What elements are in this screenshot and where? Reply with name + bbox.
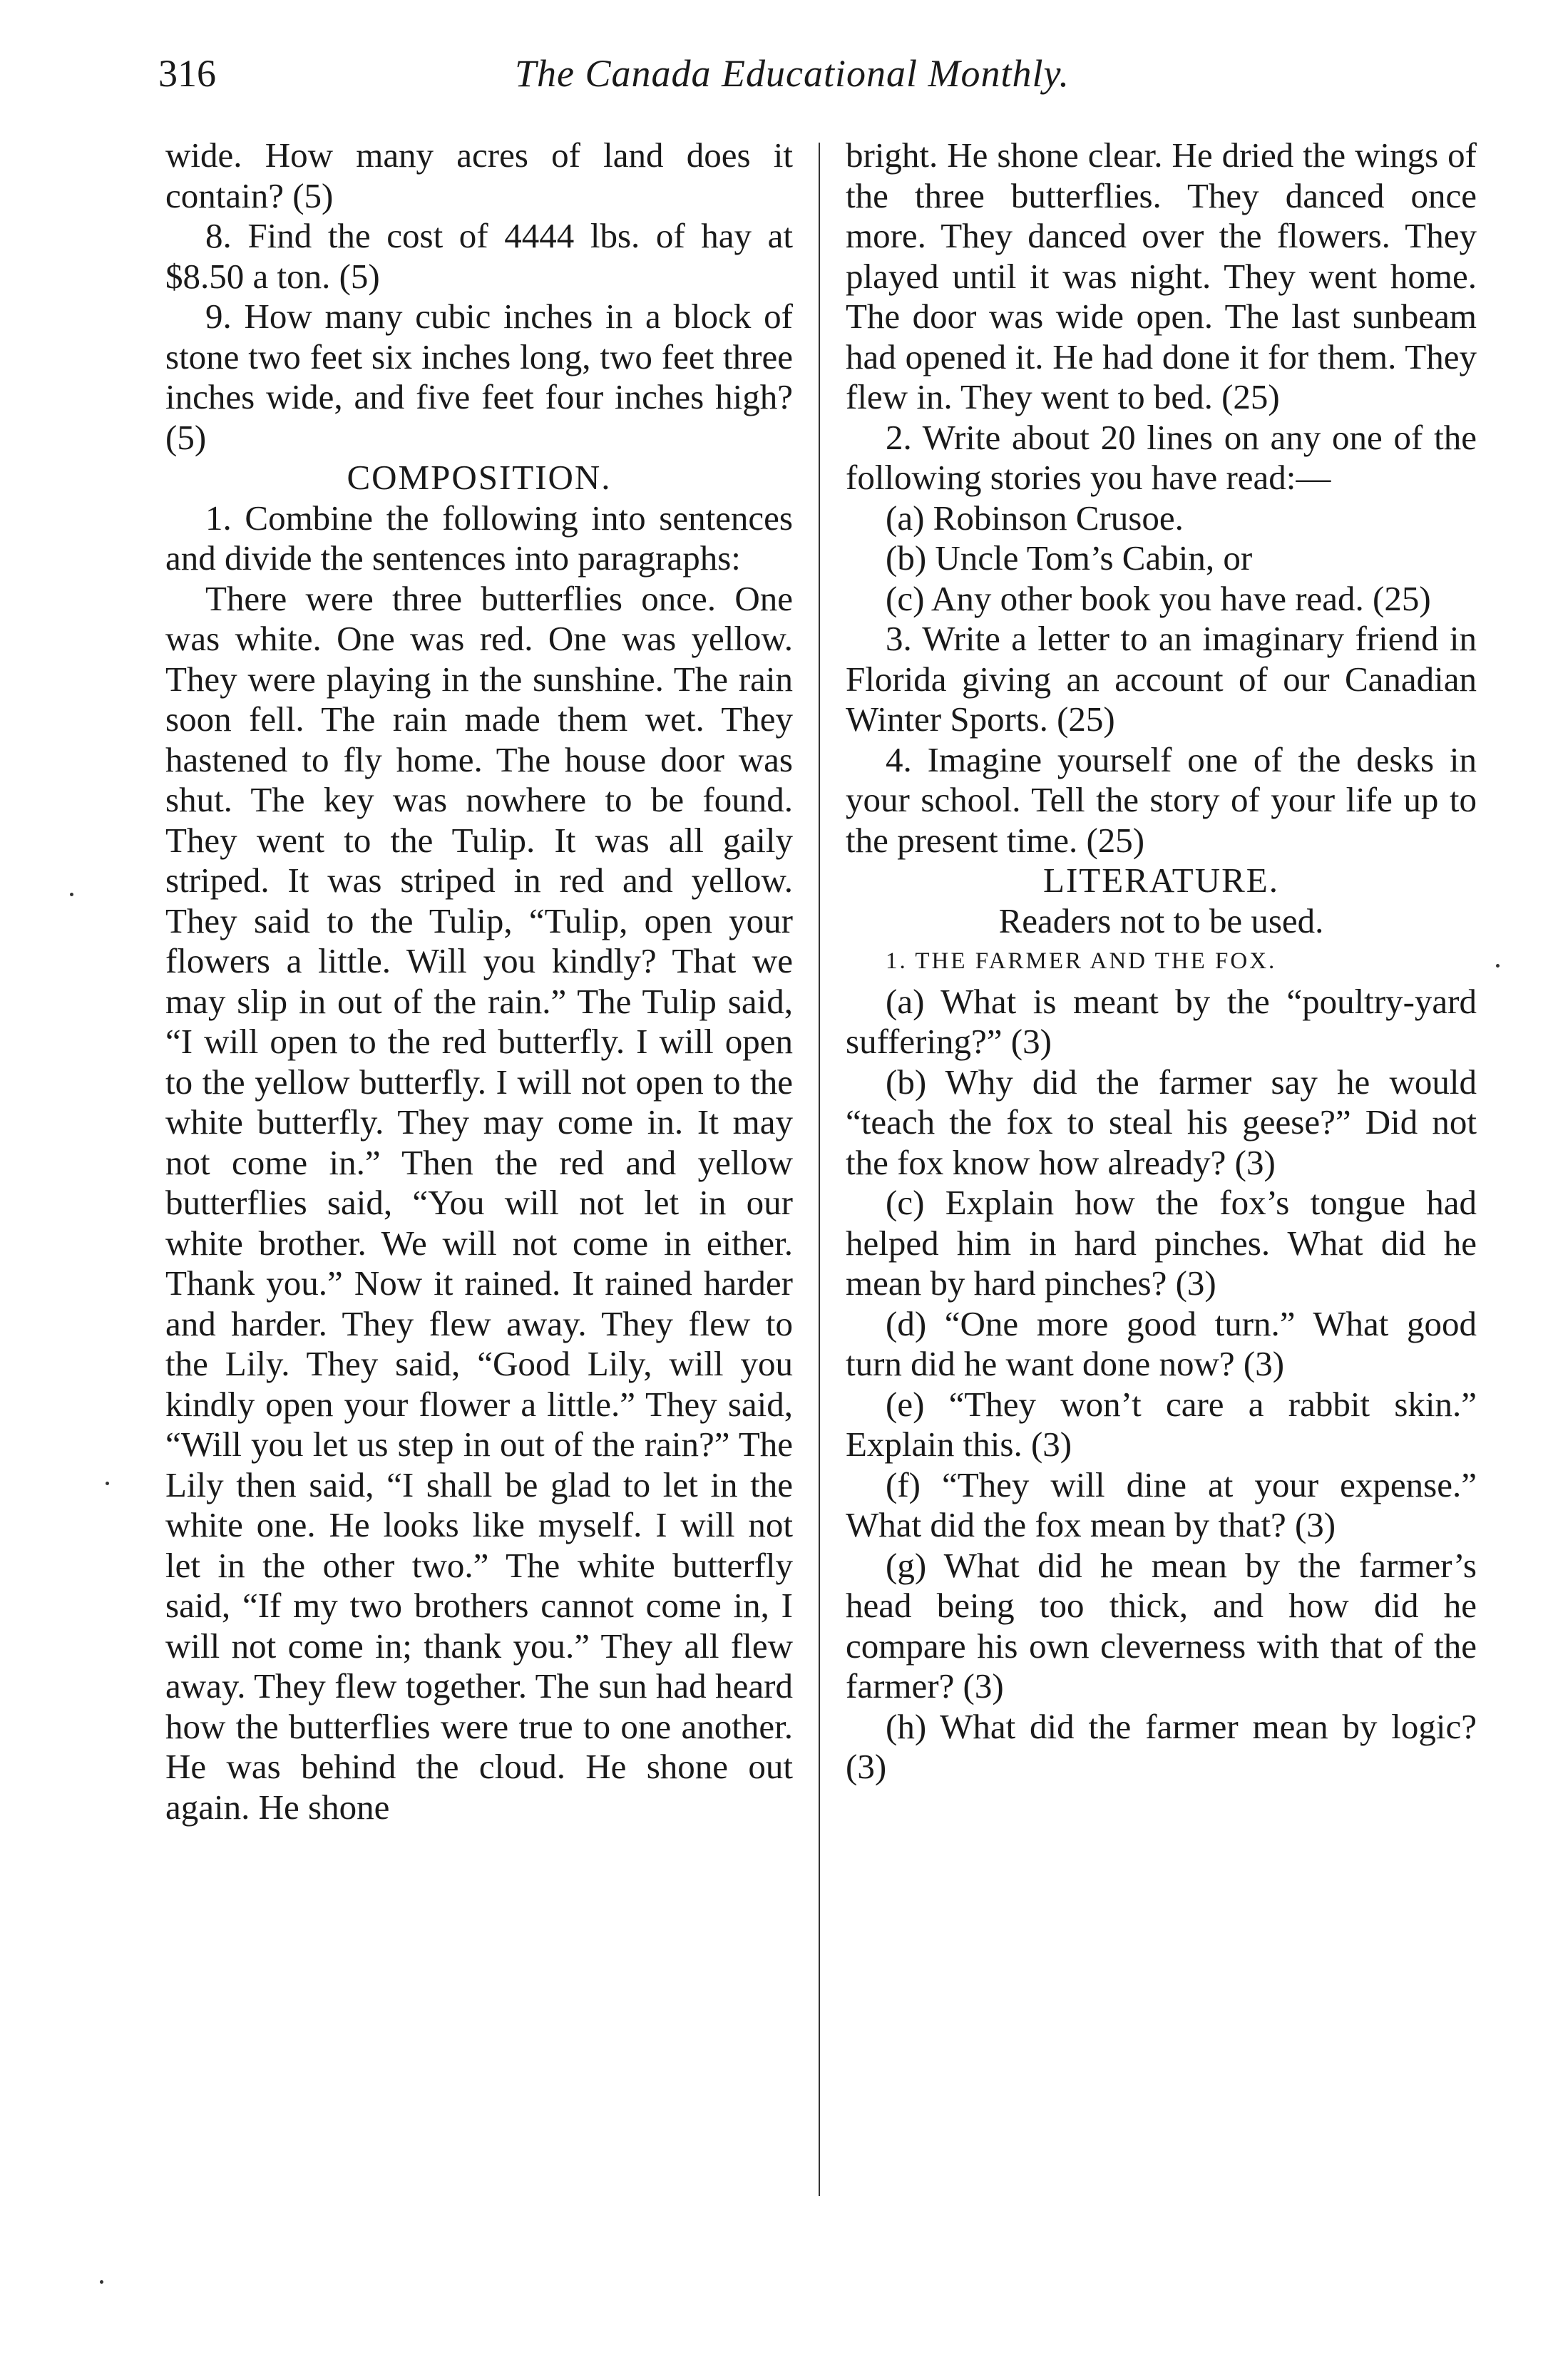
composition-heading: COMPOSITION. <box>347 458 612 497</box>
composition-question-1: 1. Combine the following into sentences and divide the sentences into paragraphs: <box>165 498 793 578</box>
literature-question-a: (a) What is meant by the “poultry-yard suffering?” (3) <box>846 981 1477 1061</box>
column-divider <box>819 143 820 2196</box>
butterfly-story-text: There were three butterflies once. One was white. One was red. One was yellow. They were playing in the sunshine. The rain soon fell. The rain made them wet. They hastened to fly home. The house door was shut. The key was nowhere to be found. They went to the Tulip. It was all gaily striped. It was striped in red and yellow. They said to the Tulip, “Tulip, open your flowers a little. Will you kindly? That we may slip in out of the rain.” The Tulip said, “I will open to the red butterfly. I will open to the yellow butterfly. I will not open to the white butterfly. They may come in. It may not come in.” Then the red and yellow butterflies said, “You will not let in our white brother. We will not come in either. Thank you.” Now it rained. It rained harder and harder. They flew away. They flew to the Lily. They said, “Good Lily, will you kindly open your flower a little.” They said, “Will you let us step in out of the rain?” The Lily then said, “I shall be glad to let in the white one. He looks like myself. I will not let in the other two.” The white butterfly said, “If my two brothers cannot come in, I will not come in; thank you.” They all flew away. They flew together. The sun had heard how the butterflies were true to one another. He was behind the cloud. He shone out again. He shone <box>165 578 793 1827</box>
arith-question-continued: wide. How many acres of land does it contain? (5) <box>165 135 793 215</box>
scan-speck <box>106 1482 109 1485</box>
literature-question-e: (e) “They won’t care a rabbit skin.” Explain this. (3) <box>846 1384 1477 1464</box>
left-column <box>165 135 793 1827</box>
running-title: The Canada Educational Monthly. <box>515 52 1070 95</box>
composition-question-3: 3. Write a letter to an imaginary friend in Florida giving an account of our Canadian Winter Sports. (25) <box>846 619 1477 739</box>
page-number: 316 <box>158 52 216 95</box>
literature-question-c: (c) Explain how the fox’s tongue had helped him in hard pinches. What did he mean by hard pinches? (3) <box>846 1183 1477 1303</box>
composition-question-4: 4. Imagine yourself one of the desks in your school. Tell the story of your life up to the present time. (25) <box>846 739 1477 860</box>
arith-question-8: 8. Find the cost of 4444 lbs. of hay at $8.50 a ton. (5) <box>165 216 793 296</box>
literature-subheading: Readers not to be used. <box>998 901 1324 940</box>
literature-question-b: (b) Why did the farmer say he would “teach the fox to steal his geese?” Did not the fox know how already? (3) <box>846 1062 1477 1182</box>
composition-question-2: 2. Write about 20 lines on any one of the following stories you have read:— <box>846 417 1477 497</box>
scan-speck <box>70 893 73 896</box>
literature-question-g: (g) What did he mean by the farmer’s head being too thick, and how did he compare his own cleverness with that of the farmer? (3) <box>846 1545 1477 1706</box>
literature-question-d: (d) “One more good turn.” What good turn did he want done now? (3) <box>846 1303 1477 1383</box>
literature-heading: LITERATURE. <box>1043 861 1279 900</box>
literature-question-f: (f) “They will dine at your expense.” What did the fox mean by that? (3) <box>846 1465 1477 1544</box>
scan-speck <box>1496 964 1500 968</box>
right-column <box>846 135 1477 1787</box>
story-option-b: (b) Uncle Tom’s Cabin, or <box>886 538 1253 578</box>
arith-question-9: 9. How many cubic inches in a block of stone two feet six inches long, two feet three inches wide, and five feet four inches high? (5) <box>165 297 793 457</box>
page-header <box>158 51 1456 108</box>
literature-question-h: (h) What did the farmer mean by logic? (3) <box>846 1706 1477 1786</box>
butterfly-story-continued: bright. He shone clear. He dried the wings of the three butterflies. They danced once more. They danced over the flowers. They played until it was night. They went home. The door was wide open. The last sunbeam had opened it. He had done it for them. They flew in. They went to bed. (25) <box>846 135 1477 416</box>
story-option-a: (a) Robinson Crusoe. <box>886 498 1184 538</box>
story-option-c: (c) Any other book you have read. (25) <box>886 578 1431 618</box>
scan-speck <box>100 2280 103 2284</box>
literature-section-title: 1. THE FARMER AND THE FOX. <box>886 948 1277 974</box>
